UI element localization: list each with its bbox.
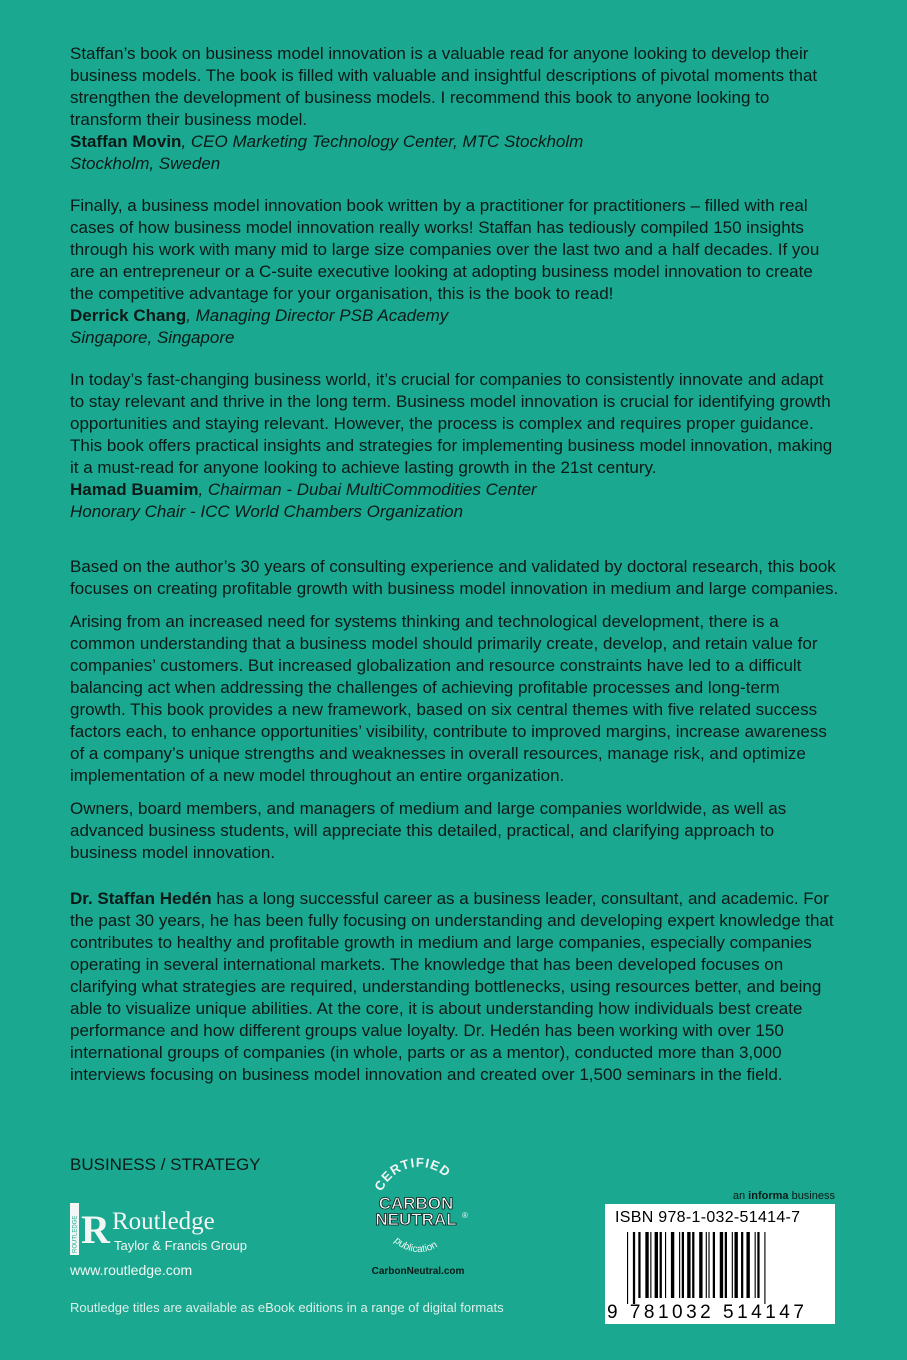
description-paragraph-1: Based on the author’s 30 years of consulting experience and validated by doctoral research, this book focuses on creating profitable growth with business model innovation in medium and large companies. (70, 557, 839, 598)
barcode-bars (627, 1232, 827, 1304)
barcode-bar (682, 1232, 684, 1298)
author-name: Dr. Staffan Hedén (70, 889, 212, 908)
endorser-location: Singapore, Singapore (70, 328, 235, 347)
endorser-location: Stockholm, Sweden (70, 154, 221, 173)
endorser (70, 479, 840, 501)
informa-business: an informa business (732, 1190, 835, 1202)
barcode-bar (734, 1232, 737, 1298)
barcode-bar (679, 1232, 680, 1298)
endorser-title: , CEO Marketing Technology Center, MTC Stockholm (181, 132, 584, 151)
svg-text:CERTIFIED (371, 1155, 454, 1193)
carbon-reg-mark: ® (462, 1211, 468, 1220)
barcode-bar (665, 1232, 666, 1298)
publisher-url[interactable]: www.routledge.com (70, 1262, 193, 1278)
barcode-bar (746, 1232, 749, 1298)
routledge-mark-letter: R (81, 1207, 110, 1252)
barcode-bar (645, 1232, 648, 1298)
carbon-line1: CARBON (378, 1194, 454, 1213)
barcode-bar (732, 1232, 733, 1298)
subject-category: BUSINESS / STRATEGY (70, 1155, 261, 1174)
endorser-location: Honorary Chair - ICC World Chambers Organization (70, 502, 464, 521)
routledge-vertical-text: ROUTLEDGE (72, 1215, 79, 1253)
barcode-bar (650, 1232, 651, 1298)
barcode-bar (757, 1232, 759, 1298)
carbon-line2: NEUTRAL (375, 1210, 457, 1229)
barcode-bar (699, 1232, 702, 1298)
publisher-name: Routledge (112, 1208, 215, 1235)
carbon-certified-text: CERTIFIED (371, 1154, 454, 1194)
barcode-bar (708, 1232, 709, 1298)
barcode-area (605, 1190, 835, 1324)
endorser-title: , Managing Director PSB Academy (186, 306, 449, 325)
barcode-digits: 9 781032 514147 (607, 1302, 808, 1323)
barcode-bar (655, 1232, 658, 1298)
barcode-bar (638, 1232, 640, 1298)
endorsement-text: Staffan’s book on business model innovation is a valuable read for anyone looking to develop their business models. The book is filled with valuable and insightful descriptions of pivotal moments that strengthen the development of business models. I recommend this book to anyone looking to transform their business model. (70, 44, 818, 129)
barcode-bar (713, 1232, 715, 1298)
barcode-bar (671, 1232, 674, 1298)
endorser-name: Derrick Chang (70, 306, 187, 325)
endorser-title: , Chairman - Dubai MultiCommodities Center (198, 480, 537, 499)
carbon-url: CarbonNeutral.com (371, 1266, 465, 1277)
carbon-neutral-logo (358, 1150, 478, 1280)
barcode-bar (687, 1232, 690, 1298)
barcode-bar (692, 1232, 694, 1298)
author-bio (70, 888, 840, 1086)
isbn-text: ISBN 978-1-032-51414-7 (615, 1209, 801, 1226)
routledge-logo (70, 1203, 290, 1258)
carbon-publication-text: publication (391, 1235, 440, 1256)
routledge-mark-icon (70, 1203, 110, 1255)
barcode-box (605, 1204, 835, 1324)
endorser (70, 305, 840, 327)
barcode-bar (725, 1232, 727, 1298)
barcode-bar (741, 1232, 743, 1298)
barcode-bar (720, 1232, 723, 1298)
barcode-bar (660, 1232, 662, 1298)
author-bio-text: has a long successful career as a business leader, consultant, and academic. For the past 30 years, he has been fully focusing on understanding and developing expert knowledge that contributes to healthy and profitable growth in medium and large companies, especially companies operating in several international markets. The knowledge that has been developed focuses on clarifying what strategies are required, understanding bottlenecks, using resources better, and being able to visualize unique abilities. At the core, it is about understanding how individuals best create performance and how different groups value loyalty. Dr. Hedén has been working with over 150 international groups of companies (in whole, parts or as a mentor), conducted more than 3,000 interviews focusing on business model innovation and created over 1,500 seminars in the field. (70, 889, 834, 1084)
svg-text:publication (392, 1235, 439, 1255)
endorsement-2 (70, 195, 840, 349)
endorser (70, 131, 840, 153)
barcode-bar (764, 1232, 765, 1304)
barcode-bar (627, 1232, 628, 1304)
back-cover-text (70, 43, 840, 1086)
barcode-bar (633, 1232, 635, 1304)
ebook-note: Routledge titles are available as eBook editions in a range of digital formats (70, 1300, 504, 1315)
endorser-name: Staffan Movin (70, 132, 182, 151)
endorsement-text: Finally, a business model innovation book written by a practitioner for practitioners – filled with real cases of how business model innovation really works! Staffan has tediously compiled 150 insights through his work with many mid to large size companies over the last two and a half decades. If you are an entrepreneur or a C-suite executive looking at adopting business model innovation to create the competitive advantage for your organisation, this is the book to read! (70, 196, 820, 303)
endorsement-3 (70, 369, 840, 523)
endorser-name: Hamad Buamim (70, 480, 199, 499)
description-paragraph-3: Owners, board members, and managers of medium and large companies worldwide, as well as advanced business students, will appreciate this detailed, practical, and clarifying approach to business model innovation. (70, 799, 787, 862)
barcode-bar (755, 1232, 756, 1298)
barcode-bar (706, 1232, 707, 1298)
description-paragraph-2: Arising from an increased need for systems thinking and technological development, there is a common understanding that a business model should primarily create, develop, and retain value for companies’ customers. But increased globalization and resource constraints have led to a difficult balancing act when addressing the challenges of achieving profitable processes and long-term growth. This book provides a new framework, based on six central themes with five related success factors each, to enhance opportunities’ visibility, contribute to improved margins, increase awareness of a company’s unique strengths and weaknesses in overall resources, manage risk, and optimize implementation of a new model throughout an entire organization. (70, 612, 827, 785)
endorsement-1 (70, 43, 840, 175)
endorsement-text: In today’s fast-changing business world, it’s crucial for companies to consistently innovate and adapt to stay relevant and thrive in the long term. Business model innovation is crucial for identifying growth opportunities and staying relevant. However, the process is complex and requires proper guidance. This book offers practical insights and strategies for implementing business model innovation, making it a must-read for anyone looking to achieve lasting growth in the 21st century. (70, 370, 833, 477)
publisher-sub: Taylor & Francis Group (114, 1238, 247, 1253)
